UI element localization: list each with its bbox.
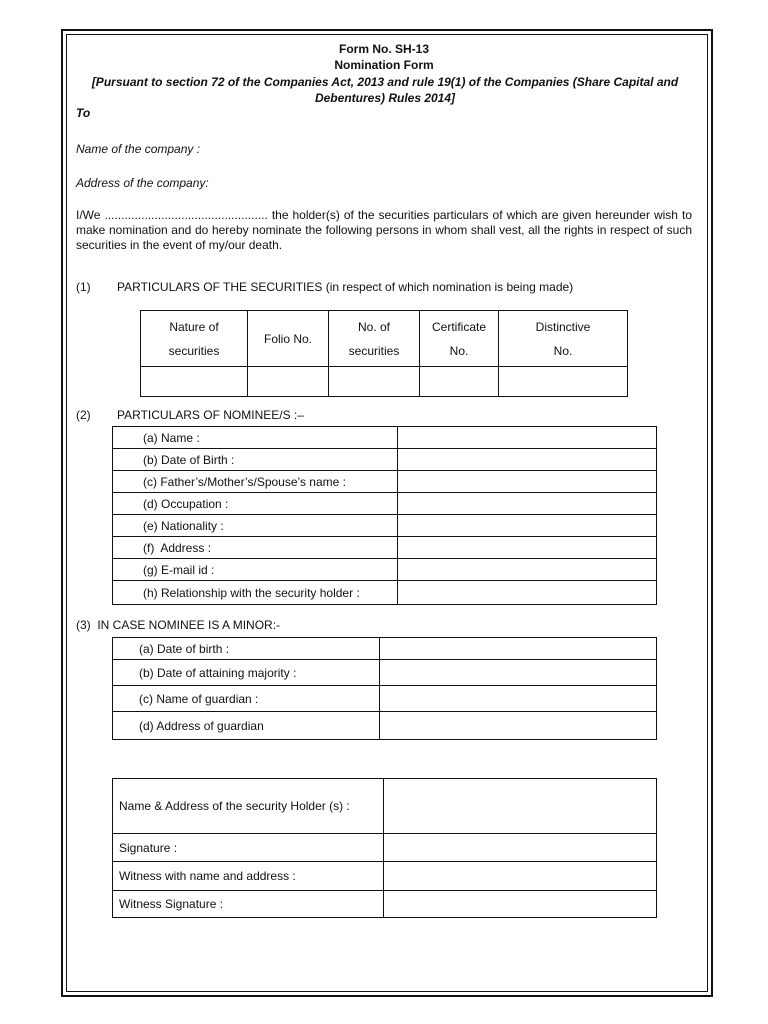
col-certificate [420,311,499,367]
guardian-name-label: (c) Name of guardian : [113,686,380,712]
witness-name-address-input[interactable] [384,862,657,891]
count-input-cell[interactable] [329,367,420,397]
company-address-label: Address of the company: [76,176,209,190]
certificate-input-cell[interactable] [420,367,499,397]
nominee-row [113,515,657,537]
col-distinctive [499,311,628,367]
minor-dob-label: (a) Date of birth : [113,638,380,660]
holder-row [113,779,657,834]
nominee-address-input[interactable] [398,537,657,559]
nominee-occupation-label: (d) Occupation : [113,493,398,515]
col-dist-line2: No. [553,343,573,358]
securities-entry-row [141,367,628,397]
witness-signature-input[interactable] [384,891,657,918]
nominee-row [113,537,657,559]
nominee-occupation-input[interactable] [398,493,657,515]
nominee-name-label: (a) Name : [113,427,398,449]
nominee-address-label: (f) Address : [113,537,398,559]
securities-table [140,310,628,397]
securities-header-row [141,311,628,367]
nature-input-cell[interactable] [141,367,248,397]
minor-dob-input[interactable] [380,638,657,660]
nominee-table [112,426,657,605]
col-count-line2: securities [348,343,400,358]
nominee-relationship-input[interactable] [398,581,657,605]
col-nature-line2: securities [168,343,220,358]
nominee-nationality-label: (e) Nationality : [113,515,398,537]
nominee-email-label: (g) E-mail id : [113,559,398,581]
witness-signature-label: Witness Signature : [113,891,384,918]
guardian-name-input[interactable] [380,686,657,712]
nominee-nationality-input[interactable] [398,515,657,537]
section3-title: (3) IN CASE NOMINEE IS A MINOR:- [76,618,281,632]
minor-majority-input[interactable] [380,660,657,686]
nominee-relationship-label: (h) Relationship with the security holder : [113,581,398,605]
col-count [329,311,420,367]
col-nature-line1: Nature of [169,319,219,334]
holder-table [112,778,657,918]
col-nature [141,311,248,367]
nominee-row [113,449,657,471]
declaration-paragraph: I/We ................................................. the holder(s) of the securities particulars of which are given hereunder wish to make nomination and do hereby nominate the following persons in whom shall vest, all the rights in respect of such securities in the event of my/our death. [76,208,692,252]
signature-label: Signature : [113,834,384,862]
distinctive-input-cell[interactable] [499,367,628,397]
signature-input[interactable] [384,834,657,862]
nominee-dob-input[interactable] [398,449,657,471]
minor-row [113,638,657,660]
company-name-label: Name of the company : [76,142,201,156]
section1-number: (1) [76,280,91,294]
col-folio: Folio No. [248,311,329,367]
nominee-email-input[interactable] [398,559,657,581]
minor-table [112,637,657,740]
nominee-row [113,493,657,515]
col-cert-line2: No. [449,343,469,358]
minor-row [113,660,657,686]
holder-row [113,891,657,918]
form-title: Nomination Form [334,58,434,72]
holder-name-address-label: Name & Address of the security Holder (s) : [113,779,384,834]
addressee: To [76,106,91,120]
minor-row [113,686,657,712]
nominee-dob-label: (b) Date of Birth : [113,449,398,471]
minor-majority-label: (b) Date of attaining majority : [113,660,380,686]
minor-row [113,712,657,740]
col-count-line1: No. of [357,319,390,334]
holder-name-address-input[interactable] [384,779,657,834]
holder-row [113,862,657,891]
nominee-row [113,559,657,581]
folio-input-cell[interactable] [248,367,329,397]
nominee-parent-label: (c) Father’s/Mother’s/Spouse’s name : [113,471,398,493]
guardian-address-label: (d) Address of guardian [113,712,380,740]
nominee-parent-input[interactable] [398,471,657,493]
guardian-address-input[interactable] [380,712,657,740]
nominee-row [113,471,657,493]
section2-number: (2) [76,408,91,422]
nominee-row [113,427,657,449]
nominee-name-input[interactable] [398,427,657,449]
col-dist-line1: Distinctive [535,319,591,334]
section2-title: PARTICULARS OF NOMINEE/S :– [117,408,304,422]
holder-row [113,834,657,862]
witness-name-address-label: Witness with name and address : [113,862,384,891]
col-cert-line1: Certificate [431,319,487,334]
nominee-row [113,581,657,605]
section1-title: PARTICULARS OF THE SECURITIES (in respect of which nomination is being made) [117,280,574,294]
form-number: Form No. SH-13 [338,42,429,56]
form-citation: [Pursuant to section 72 of the Companies Act, 2013 and rule 19(1) of the Companies (Share Capital and Debentures) Rules 2014] [91,75,679,105]
